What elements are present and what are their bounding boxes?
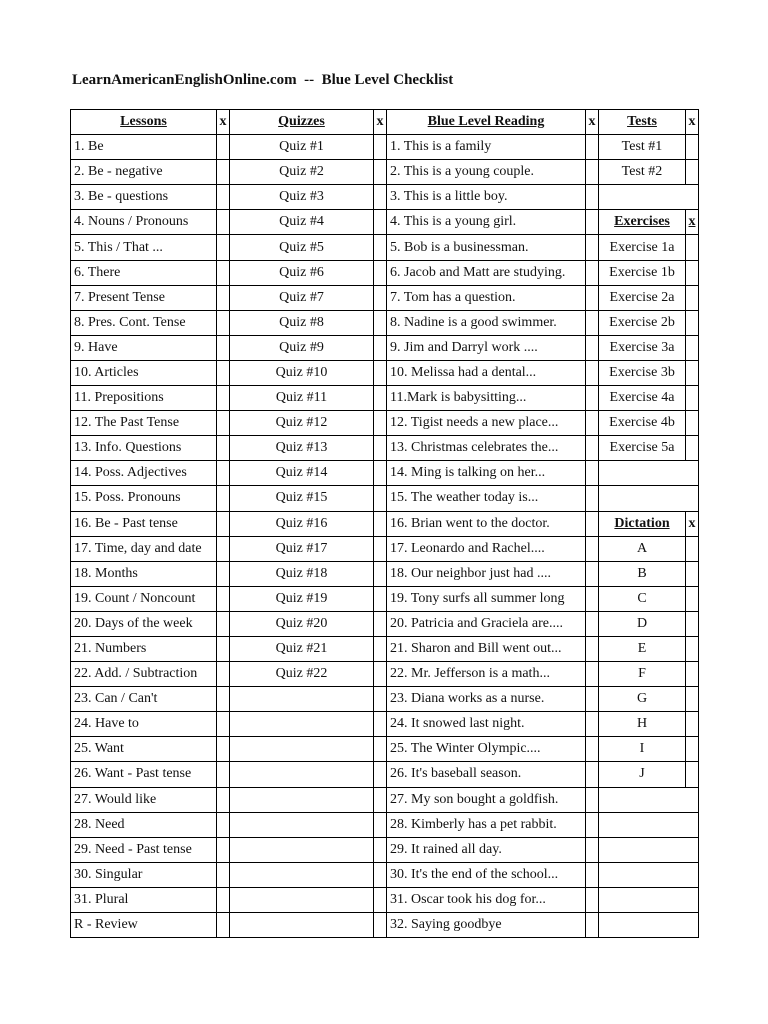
exercise-checkbox[interactable] (686, 285, 699, 310)
quizzes-header: Quizzes (230, 110, 374, 135)
quiz-checkbox[interactable] (374, 486, 387, 511)
reading-cell: 25. The Winter Olympic.... (387, 737, 586, 762)
reading-checkbox[interactable] (586, 260, 599, 285)
reading-cell: 21. Sharon and Bill went out... (387, 636, 586, 661)
reading-cell: 17. Leonardo and Rachel.... (387, 536, 586, 561)
table-row (71, 335, 699, 360)
exercise-cell: Exercise 2a (599, 285, 686, 310)
lesson-checkbox[interactable] (217, 185, 230, 210)
table-row (71, 386, 699, 411)
quiz-cell: Quiz #11 (230, 386, 374, 411)
exercise-checkbox[interactable] (686, 386, 699, 411)
spacer-cell (599, 461, 699, 486)
reading-cell: 4. This is a young girl. (387, 210, 586, 235)
lesson-cell: 22. Add. / Subtraction (71, 662, 217, 687)
quiz-checkbox[interactable] (374, 511, 387, 536)
exercise-cell: Exercise 4a (599, 386, 686, 411)
lesson-cell: 17. Time, day and date (71, 536, 217, 561)
quiz-checkbox[interactable] (374, 210, 387, 235)
quiz-checkbox[interactable] (374, 536, 387, 561)
dictation-cell: B (599, 561, 686, 586)
quiz-cell-empty (230, 762, 374, 787)
lesson-checkbox[interactable] (217, 913, 230, 938)
table-row (71, 837, 699, 862)
lesson-checkbox[interactable] (217, 862, 230, 887)
quiz-cell: Quiz #22 (230, 662, 374, 687)
lesson-checkbox[interactable] (217, 812, 230, 837)
spacer-cell (599, 837, 699, 862)
spacer-cell (599, 913, 699, 938)
lesson-cell: 11. Prepositions (71, 386, 217, 411)
header-row (71, 110, 699, 135)
lesson-cell: 23. Can / Can't (71, 687, 217, 712)
quiz-cell: Quiz #9 (230, 335, 374, 360)
lesson-checkbox[interactable] (217, 636, 230, 661)
reading-cell: 15. The weather today is... (387, 486, 586, 511)
lesson-cell: 7. Present Tense (71, 285, 217, 310)
dictation-checkbox[interactable] (686, 687, 699, 712)
reading-cell: 32. Saying goodbye (387, 913, 586, 938)
quiz-checkbox[interactable] (374, 461, 387, 486)
reading-checkbox[interactable] (586, 737, 599, 762)
reading-checkbox[interactable] (586, 586, 599, 611)
lesson-checkbox[interactable] (217, 411, 230, 436)
quiz-cell: Quiz #2 (230, 160, 374, 185)
exercise-cell: Exercise 1a (599, 235, 686, 260)
lesson-cell: 28. Need (71, 812, 217, 837)
reading-cell: 29. It rained all day. (387, 837, 586, 862)
reading-checkbox[interactable] (586, 787, 599, 812)
quiz-checkbox[interactable] (374, 235, 387, 260)
exercise-checkbox[interactable] (686, 436, 699, 461)
quiz-checkbox[interactable] (374, 185, 387, 210)
spacer-cell (599, 887, 699, 912)
lesson-checkbox[interactable] (217, 210, 230, 235)
table-row (71, 160, 699, 185)
reading-cell: 19. Tony surfs all summer long (387, 586, 586, 611)
reading-checkbox[interactable] (586, 862, 599, 887)
lesson-checkbox[interactable] (217, 235, 230, 260)
quiz-checkbox[interactable] (374, 436, 387, 461)
reading-checkbox[interactable] (586, 210, 599, 235)
lessons-header: Lessons (71, 110, 217, 135)
table-row (71, 687, 699, 712)
lesson-checkbox[interactable] (217, 486, 230, 511)
reading-cell: 2. This is a young couple. (387, 160, 586, 185)
reading-checkbox[interactable] (586, 386, 599, 411)
quiz-checkbox[interactable] (374, 687, 387, 712)
table-row (71, 636, 699, 661)
exercise-checkbox[interactable] (686, 310, 699, 335)
reading-checkbox[interactable] (586, 561, 599, 586)
reading-cell: 11.Mark is babysitting... (387, 386, 586, 411)
spacer-cell (599, 185, 699, 210)
table-row (71, 436, 699, 461)
dictation-cell: A (599, 536, 686, 561)
lesson-checkbox[interactable] (217, 436, 230, 461)
dictation-cell: I (599, 737, 686, 762)
dictation-checkbox[interactable] (686, 636, 699, 661)
quiz-cell: Quiz #17 (230, 536, 374, 561)
lesson-checkbox[interactable] (217, 310, 230, 335)
reading-cell: 5. Bob is a businessman. (387, 235, 586, 260)
quiz-cell-empty (230, 887, 374, 912)
table-row (71, 235, 699, 260)
reading-checkbox[interactable] (586, 687, 599, 712)
reading-cell: 13. Christmas celebrates the... (387, 436, 586, 461)
table-row (71, 135, 699, 160)
table-row (71, 913, 699, 938)
lesson-cell: 8. Pres. Cont. Tense (71, 310, 217, 335)
table-row (71, 561, 699, 586)
reading-checkbox[interactable] (586, 662, 599, 687)
quiz-checkbox[interactable] (374, 611, 387, 636)
table-row (71, 586, 699, 611)
reading-cell: 27. My son bought a goldfish. (387, 787, 586, 812)
reading-cell: 9. Jim and Darryl work .... (387, 335, 586, 360)
lesson-cell: 20. Days of the week (71, 611, 217, 636)
lesson-checkbox[interactable] (217, 887, 230, 912)
quiz-cell-empty (230, 812, 374, 837)
dictation-cell: C (599, 586, 686, 611)
table-row (71, 360, 699, 385)
reading-checkbox[interactable] (586, 135, 599, 160)
lesson-checkbox[interactable] (217, 787, 230, 812)
quiz-cell: Quiz #15 (230, 486, 374, 511)
dictation-check-header: x (686, 511, 699, 536)
quiz-cell: Quiz #5 (230, 235, 374, 260)
table-row (71, 285, 699, 310)
reading-cell: 1. This is a family (387, 135, 586, 160)
reading-checkbox[interactable] (586, 712, 599, 737)
reading-cell: 20. Patricia and Graciela are.... (387, 611, 586, 636)
lesson-checkbox[interactable] (217, 536, 230, 561)
reading-checkbox[interactable] (586, 160, 599, 185)
reading-checkbox[interactable] (586, 335, 599, 360)
quiz-checkbox[interactable] (374, 662, 387, 687)
lesson-checkbox[interactable] (217, 662, 230, 687)
reading-checkbox[interactable] (586, 913, 599, 938)
lesson-cell: 6. There (71, 260, 217, 285)
lesson-cell: 18. Months (71, 561, 217, 586)
lessons-check-header: x (217, 110, 230, 135)
dictation-checkbox[interactable] (686, 712, 699, 737)
dictation-checkbox[interactable] (686, 662, 699, 687)
lesson-cell: 5. This / That ... (71, 235, 217, 260)
reading-cell: 26. It's baseball season. (387, 762, 586, 787)
quizzes-check-header: x (374, 110, 387, 135)
exercises-header: Exercises (599, 210, 686, 235)
lesson-checkbox[interactable] (217, 586, 230, 611)
quiz-checkbox[interactable] (374, 411, 387, 436)
reading-cell: 12. Tigist needs a new place... (387, 411, 586, 436)
reading-cell: 28. Kimberly has a pet rabbit. (387, 812, 586, 837)
exercise-checkbox[interactable] (686, 260, 699, 285)
exercise-cell: Exercise 1b (599, 260, 686, 285)
reading-checkbox[interactable] (586, 185, 599, 210)
reading-check-header: x (586, 110, 599, 135)
dictation-header: Dictation (599, 511, 686, 536)
quiz-cell: Quiz #18 (230, 561, 374, 586)
test-cell: Test #1 (599, 135, 686, 160)
dictation-checkbox[interactable] (686, 762, 699, 787)
quiz-cell: Quiz #8 (230, 310, 374, 335)
reading-cell: 10. Melissa had a dental... (387, 360, 586, 385)
quiz-checkbox[interactable] (374, 386, 387, 411)
reading-checkbox[interactable] (586, 887, 599, 912)
reading-cell: 14. Ming is talking on her... (387, 461, 586, 486)
lesson-checkbox[interactable] (217, 285, 230, 310)
exercise-checkbox[interactable] (686, 411, 699, 436)
page-title: LearnAmericanEnglishOnline.com -- Blue Level Checklist (72, 72, 454, 88)
reading-checkbox[interactable] (586, 436, 599, 461)
quiz-checkbox[interactable] (374, 335, 387, 360)
reading-checkbox[interactable] (586, 461, 599, 486)
lesson-checkbox[interactable] (217, 360, 230, 385)
reading-cell: 22. Mr. Jefferson is a math... (387, 662, 586, 687)
quiz-cell-empty (230, 687, 374, 712)
lesson-checkbox[interactable] (217, 335, 230, 360)
reading-checkbox[interactable] (586, 636, 599, 661)
quiz-cell: Quiz #14 (230, 461, 374, 486)
dictation-cell: G (599, 687, 686, 712)
quiz-checkbox[interactable] (374, 862, 387, 887)
lesson-checkbox[interactable] (217, 135, 230, 160)
lesson-cell: 14. Poss. Adjectives (71, 461, 217, 486)
quiz-checkbox[interactable] (374, 285, 387, 310)
dictation-checkbox[interactable] (686, 586, 699, 611)
lesson-checkbox[interactable] (217, 737, 230, 762)
reading-checkbox[interactable] (586, 812, 599, 837)
lesson-checkbox[interactable] (217, 762, 230, 787)
tests-header: Tests (599, 110, 686, 135)
quiz-checkbox[interactable] (374, 360, 387, 385)
lesson-cell: 31. Plural (71, 887, 217, 912)
reading-checkbox[interactable] (586, 536, 599, 561)
quiz-cell-empty (230, 737, 374, 762)
lesson-checkbox[interactable] (217, 160, 230, 185)
quiz-checkbox[interactable] (374, 837, 387, 862)
quiz-cell-empty (230, 712, 374, 737)
lesson-cell: R - Review (71, 913, 217, 938)
dictation-checkbox[interactable] (686, 611, 699, 636)
lesson-checkbox[interactable] (217, 511, 230, 536)
dictation-checkbox[interactable] (686, 536, 699, 561)
dictation-cell: D (599, 611, 686, 636)
checklist-table (70, 109, 699, 938)
quiz-checkbox[interactable] (374, 712, 387, 737)
quiz-cell: Quiz #4 (230, 210, 374, 235)
reading-header: Blue Level Reading (387, 110, 586, 135)
quiz-checkbox[interactable] (374, 762, 387, 787)
table-row (71, 411, 699, 436)
quiz-cell: Quiz #1 (230, 135, 374, 160)
exercise-cell: Exercise 4b (599, 411, 686, 436)
quiz-checkbox[interactable] (374, 310, 387, 335)
lesson-cell: 15. Poss. Pronouns (71, 486, 217, 511)
lesson-cell: 30. Singular (71, 862, 217, 887)
test-cell: Test #2 (599, 160, 686, 185)
reading-cell: 18. Our neighbor just had .... (387, 561, 586, 586)
exercise-checkbox[interactable] (686, 360, 699, 385)
quiz-cell: Quiz #21 (230, 636, 374, 661)
lesson-cell: 3. Be - questions (71, 185, 217, 210)
lesson-checkbox[interactable] (217, 461, 230, 486)
lesson-checkbox[interactable] (217, 611, 230, 636)
reading-cell: 30. It's the end of the school... (387, 862, 586, 887)
exercise-cell: Exercise 3a (599, 335, 686, 360)
lesson-cell: 10. Articles (71, 360, 217, 385)
quiz-cell-empty (230, 862, 374, 887)
lesson-cell: 19. Count / Noncount (71, 586, 217, 611)
lesson-cell: 25. Want (71, 737, 217, 762)
spacer-cell (599, 862, 699, 887)
reading-cell: 23. Diana works as a nurse. (387, 687, 586, 712)
table-row (71, 511, 699, 536)
table-row (71, 260, 699, 285)
tests-check-header: x (686, 110, 699, 135)
reading-checkbox[interactable] (586, 235, 599, 260)
lesson-cell: 21. Numbers (71, 636, 217, 661)
reading-cell: 6. Jacob and Matt are studying. (387, 260, 586, 285)
lesson-cell: 1. Be (71, 135, 217, 160)
dictation-checkbox[interactable] (686, 561, 699, 586)
quiz-cell-empty (230, 787, 374, 812)
exercise-checkbox[interactable] (686, 335, 699, 360)
table-row (71, 611, 699, 636)
reading-checkbox[interactable] (586, 511, 599, 536)
table-row (71, 762, 699, 787)
lesson-cell: 26. Want - Past tense (71, 762, 217, 787)
quiz-checkbox[interactable] (374, 887, 387, 912)
test-checkbox[interactable] (686, 135, 699, 160)
quiz-checkbox[interactable] (374, 636, 387, 661)
quiz-cell: Quiz #12 (230, 411, 374, 436)
lesson-checkbox[interactable] (217, 687, 230, 712)
lesson-cell: 13. Info. Questions (71, 436, 217, 461)
table-row (71, 185, 699, 210)
quiz-cell: Quiz #13 (230, 436, 374, 461)
lesson-checkbox[interactable] (217, 260, 230, 285)
spacer-cell (599, 812, 699, 837)
quiz-checkbox[interactable] (374, 586, 387, 611)
table-row (71, 486, 699, 511)
quiz-cell: Quiz #16 (230, 511, 374, 536)
lesson-cell: 4. Nouns / Pronouns (71, 210, 217, 235)
exercise-cell: Exercise 2b (599, 310, 686, 335)
quiz-cell: Quiz #7 (230, 285, 374, 310)
quiz-cell: Quiz #19 (230, 586, 374, 611)
reading-checkbox[interactable] (586, 285, 599, 310)
quiz-checkbox[interactable] (374, 260, 387, 285)
quiz-cell: Quiz #20 (230, 611, 374, 636)
reading-cell: 3. This is a little boy. (387, 185, 586, 210)
quiz-checkbox[interactable] (374, 561, 387, 586)
lesson-cell: 27. Would like (71, 787, 217, 812)
lesson-checkbox[interactable] (217, 712, 230, 737)
reading-checkbox[interactable] (586, 486, 599, 511)
lesson-cell: 24. Have to (71, 712, 217, 737)
table-row (71, 210, 699, 235)
reading-checkbox[interactable] (586, 360, 599, 385)
lesson-cell: 12. The Past Tense (71, 411, 217, 436)
quiz-cell: Quiz #10 (230, 360, 374, 385)
test-checkbox[interactable] (686, 160, 699, 185)
table-row (71, 862, 699, 887)
table-row (71, 787, 699, 812)
quiz-checkbox[interactable] (374, 737, 387, 762)
quiz-checkbox[interactable] (374, 913, 387, 938)
reading-cell: 31. Oscar took his dog for... (387, 887, 586, 912)
quiz-checkbox[interactable] (374, 812, 387, 837)
spacer-cell (599, 787, 699, 812)
reading-cell: 8. Nadine is a good swimmer. (387, 310, 586, 335)
dictation-checkbox[interactable] (686, 737, 699, 762)
lesson-checkbox[interactable] (217, 837, 230, 862)
reading-cell: 16. Brian went to the doctor. (387, 511, 586, 536)
reading-checkbox[interactable] (586, 611, 599, 636)
table-row (71, 310, 699, 335)
quiz-cell-empty (230, 913, 374, 938)
quiz-cell-empty (230, 837, 374, 862)
dictation-cell: E (599, 636, 686, 661)
table-row (71, 887, 699, 912)
reading-cell: 7. Tom has a question. (387, 285, 586, 310)
lesson-checkbox[interactable] (217, 386, 230, 411)
quiz-cell: Quiz #3 (230, 185, 374, 210)
reading-checkbox[interactable] (586, 411, 599, 436)
lesson-cell: 16. Be - Past tense (71, 511, 217, 536)
quiz-checkbox[interactable] (374, 787, 387, 812)
reading-checkbox[interactable] (586, 310, 599, 335)
table-row (71, 737, 699, 762)
quiz-checkbox[interactable] (374, 135, 387, 160)
reading-checkbox[interactable] (586, 837, 599, 862)
dictation-cell: J (599, 762, 686, 787)
table-row (71, 536, 699, 561)
table-row (71, 461, 699, 486)
lesson-checkbox[interactable] (217, 561, 230, 586)
lesson-cell: 29. Need - Past tense (71, 837, 217, 862)
dictation-cell: F (599, 662, 686, 687)
table-row (71, 812, 699, 837)
lesson-cell: 9. Have (71, 335, 217, 360)
exercises-check-header: x (686, 210, 699, 235)
quiz-checkbox[interactable] (374, 160, 387, 185)
reading-cell: 24. It snowed last night. (387, 712, 586, 737)
table-row (71, 662, 699, 687)
spacer-cell (599, 486, 699, 511)
reading-checkbox[interactable] (586, 762, 599, 787)
exercise-checkbox[interactable] (686, 235, 699, 260)
quiz-cell: Quiz #6 (230, 260, 374, 285)
lesson-cell: 2. Be - negative (71, 160, 217, 185)
dictation-cell: H (599, 712, 686, 737)
table-row (71, 712, 699, 737)
exercise-cell: Exercise 5a (599, 436, 686, 461)
exercise-cell: Exercise 3b (599, 360, 686, 385)
